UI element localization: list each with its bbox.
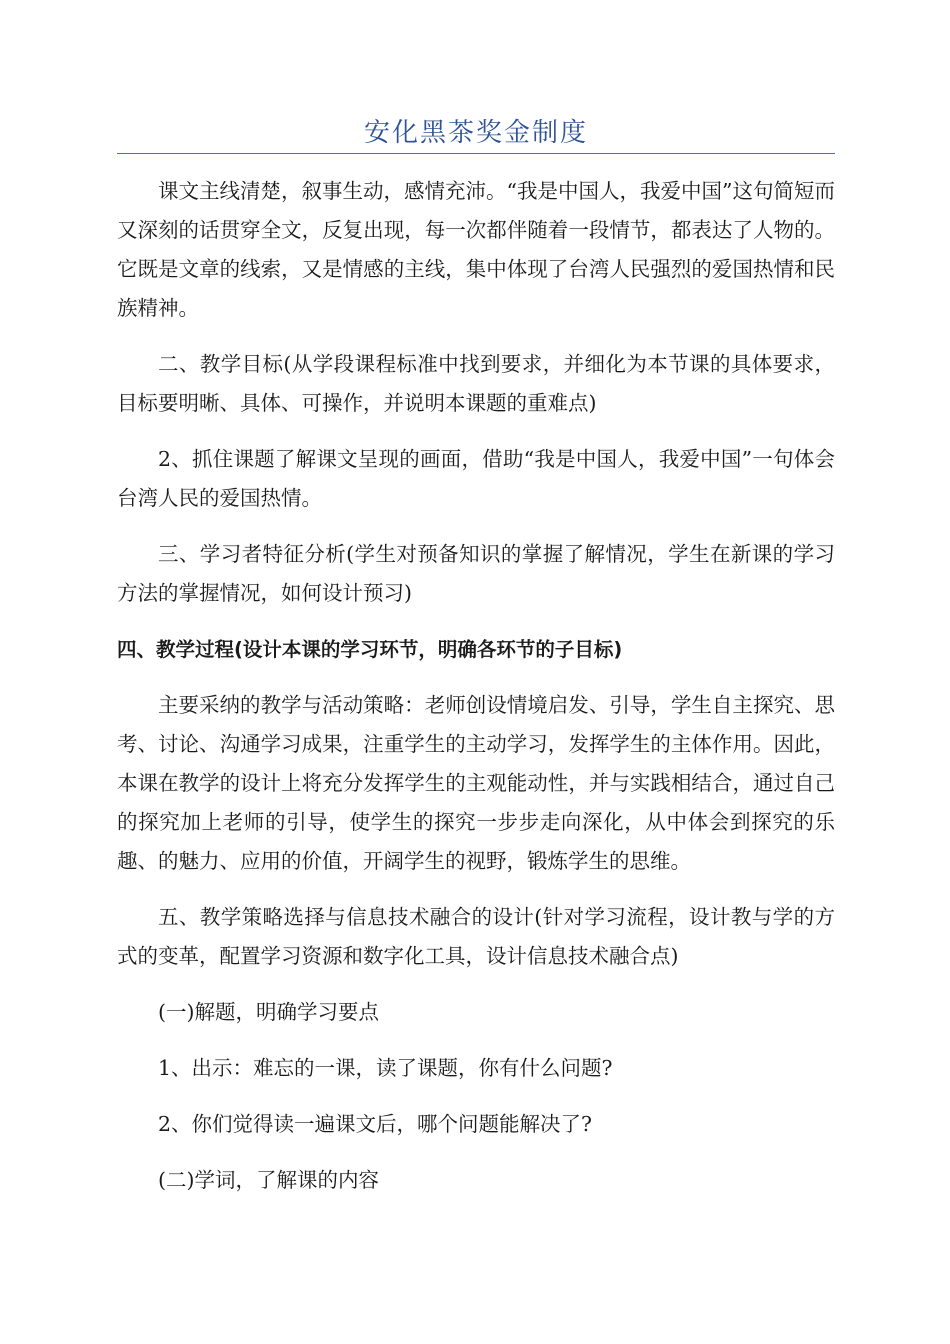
paragraph-step-1-item-2: 2、你们觉得读一遍课文后，哪个问题能解决了? [158, 1112, 593, 1136]
section-heading-teaching-process: 四、教学过程(设计本课的学习环节，明确各环节的子目标) [117, 638, 623, 661]
document-body [117, 172, 835, 1217]
paragraph-step-1: (一)解题，明确学习要点 [158, 1000, 379, 1024]
paragraph-step-2: (二)学词，了解课的内容 [158, 1168, 379, 1192]
paragraph-strategy: 主要采纳的教学与活动策略：老师创设情境启发、引导，学生自主探究、思考、讨论、沟通学习成果，注重学生的主动学习，发挥学生的主体作用。因此，本课在教学的设计上将充分发挥学生的主观能动性，并与实践相结合，通过自己的探究加上老师的引导，使学生的探究一步步走向深化，从中体会到探究的乐趣、的魅力、应用的价值，开阔学生的视野，锻炼学生的思维。 [117, 693, 835, 873]
paragraph-goal-2: 2、抓住课题了解课文呈现的画面，借助“我是中国人，我爱中国”一句体会台湾人民的爱国热情。 [117, 447, 835, 510]
document-title: 安化黑茶奖金制度 [363, 118, 588, 148]
paragraph-tech-integration: 五、教学策略选择与信息技术融合的设计(针对学习流程，设计教与学的方式的变革，配置学习资源和数字化工具，设计信息技术融合点) [117, 905, 835, 968]
paragraph-intro: 课文主线清楚，叙事生动，感情充沛。“我是中国人，我爱中国”这句简短而又深刻的话贯穿全文，反复出现，每一次都伴随着一段情节，都表达了人物的。它既是文章的线索，又是情感的主线，集中体现了台湾人民强烈的爱国热情和民族精神。 [117, 179, 835, 320]
paragraph-step-1-item-1: 1、出示：难忘的一课，读了课题，你有什么问题? [158, 1056, 613, 1080]
paragraph-teaching-goals: 二、教学目标(从学段课程标准中找到要求，并细化为本节课的具体要求，目标要明晰、具体、可操作，并说明本课题的重难点) [117, 352, 835, 415]
title-underline [117, 153, 835, 154]
paragraph-learner-analysis: 三、学习者特征分析(学生对预备知识的掌握了解情况，学生在新课的学习方法的掌握情况，如何设计预习) [117, 542, 835, 605]
